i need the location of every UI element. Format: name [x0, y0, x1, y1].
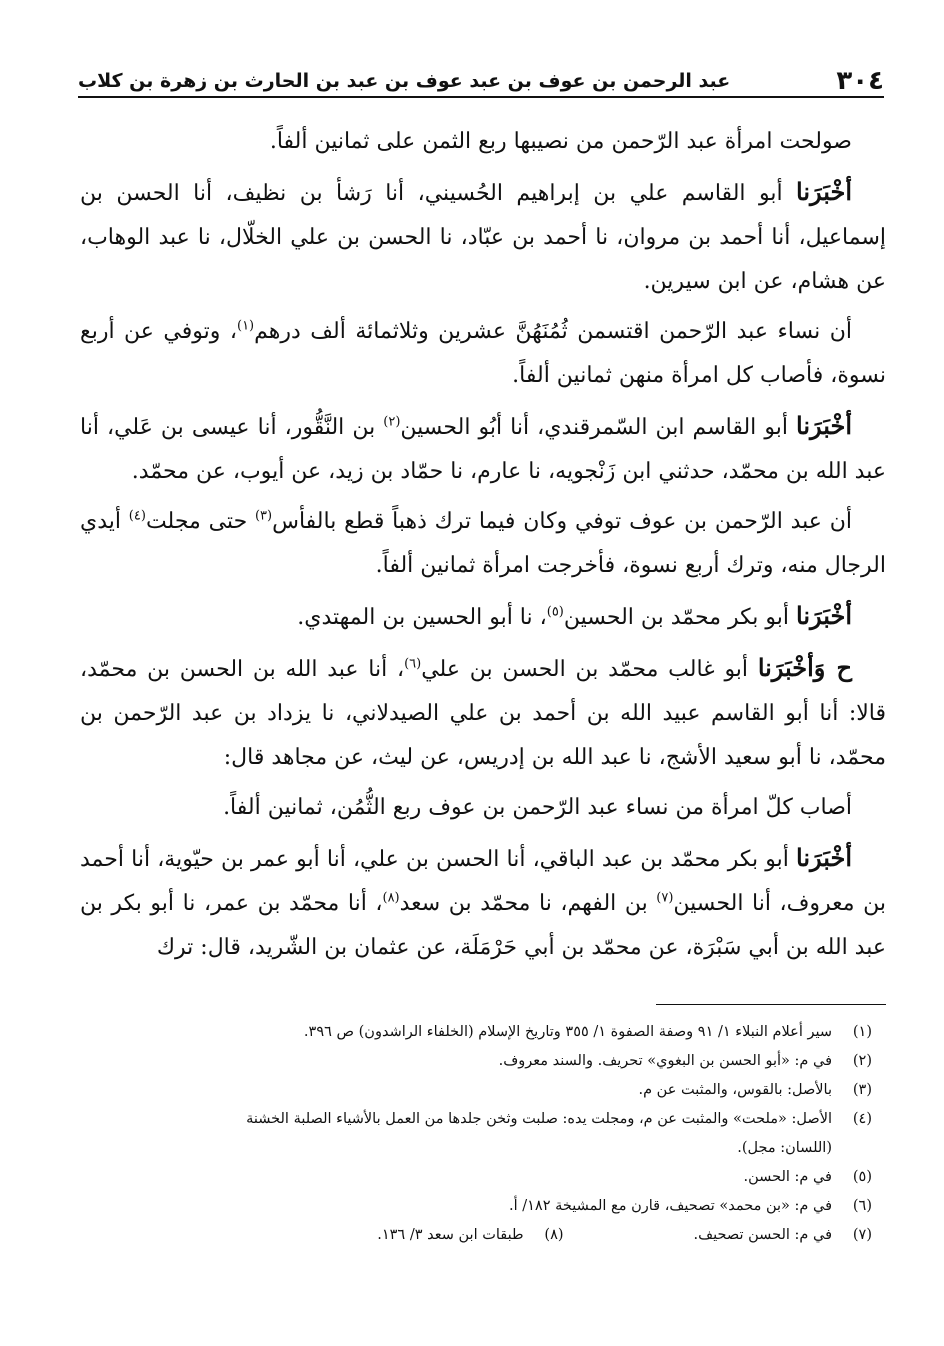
page-number: ٣٠٤: [836, 66, 884, 96]
footnote: [86, 1192, 872, 1221]
footnote-ref: (٣): [254, 508, 273, 524]
running-title: عبد الرحمن بن عوف بن عبد عوف بن عبد بن الحارث بن زهرة بن كلاب: [78, 70, 731, 92]
paragraph-text: ، أنا عبد الله بن الحسن بن محمّد، قالا: أنا أبو القاسم عبيد الله بن أحمد بن علي الصيدلاني، نا يزداد بن عبد الرّحمن بن محمّد، نا أبو سعيد الأشج، نا عبد الله بن إدريس، عن ليث، عن مجاهد قال:: [80, 657, 886, 770]
paragraph: [80, 404, 886, 494]
footnote-ref: (٤): [128, 508, 146, 524]
footnote-text: الأصل: «ملحت» والمثبت عن م، ومجلت يده: صلبت وثخن جلدها من العمل بالأشياء الصلبة الخشنة: [246, 1111, 832, 1127]
paragraph-text: أن عبد الرّحمن بن عوف توفي وكان فيما ترك ذهباً قطع بالفأس: [272, 509, 852, 534]
paragraph-text: صولحت امرأة عبد الرّحمن من نصيبها ربع الثمن على ثمانين ألفاً.: [269, 129, 852, 154]
footnote-number: (١): [852, 1024, 872, 1040]
paragraph-text: أصاب كلّ امرأة من نساء عبد الرّحمن بن عوف ربع الثُّمُن، ثمانين ألفاً.: [223, 795, 852, 820]
footnote: [694, 1221, 872, 1250]
footnote-ref: (٨): [382, 890, 400, 906]
isnad-keyword: أخْبَرَنا: [796, 601, 852, 630]
paragraph: [80, 786, 886, 830]
footnote-text: في م: «بن محمد» تصحيف، قارن مع المشيخة ١٨٢/ أ.: [509, 1198, 832, 1214]
footnote-number: (٥): [852, 1169, 872, 1185]
paragraph: [80, 500, 886, 588]
paragraph: [80, 310, 886, 398]
paragraph-text: بن النَّقُّور، أنا عيسى بن عَلي، أنا عبد الله بن محمّد، حدثني ابن زَنْجويه، نا عارم، نا حمّاد بن زيد، عن أيوب، عن محمّد.: [80, 415, 886, 484]
footnote-text: في م: «أبو الحسن بن البغوي» تحريف. والسند معروف.: [498, 1053, 832, 1069]
footnote-pair: [86, 1221, 872, 1250]
footnote-text: سير أعلام النبلاء ١/ ٩١ وصفة الصفوة ١/ ٣٥٥ وتاريخ الإسلام (الخلفاء الراشدون) ص ٣٩٦.: [303, 1024, 832, 1040]
paragraph-text: ، نا أبو الحسين بن المهتدي.: [297, 605, 547, 630]
footnote-number: (٣): [852, 1082, 872, 1098]
isnad-keyword: أخْبَرَنا: [796, 177, 852, 206]
footnote-text: في م: الحسن تصحيف.: [693, 1227, 832, 1243]
paragraph-text: أبو غالب محمّد بن الحسن بن علي: [421, 657, 758, 682]
footnote: [86, 1076, 872, 1105]
paragraph-text: ، أنا محمّد بن عمر، نا أبو بكر بن عبد الله بن أبي سَبْرَة، عن محمّد بن أبي حَرْمَلَة، عن عثمان بن الشّريد، قال: ترك: [80, 891, 886, 960]
paragraph-text: أبو القاسم ابن السّمرقندي، أنا أبُو الحسين: [400, 415, 796, 440]
footnote-text: بالأصل: بالقوس، والمثبت عن م.: [638, 1082, 832, 1098]
footnote-divider: [656, 1004, 886, 1005]
footnote-ref: (٢): [383, 414, 401, 430]
footnote: [86, 1163, 872, 1192]
paragraph-text: أن نساء عبد الرّحمن اقتسمن ثُمُنَهُنَّ عشرين وثلاثمائة ألف درهم: [254, 319, 852, 344]
paragraph-text: ، وتوفي عن أربع نسوة، فأصاب كل امرأة منهن ثمانين ألفاً.: [80, 319, 886, 388]
footnote-text: طبقات ابن سعد ٣/ ١٣٦.: [377, 1227, 524, 1243]
footnotes: [86, 1018, 872, 1250]
isnad-keyword: أخْبَرَنا: [796, 843, 852, 872]
footnote-ref: (١): [236, 318, 255, 334]
footnote-ref: (٧): [656, 890, 674, 906]
footnote: [86, 1047, 872, 1076]
footnote-continuation: [86, 1134, 872, 1163]
paragraph-text: بن الفهم، نا محمّد بن سعد: [399, 891, 657, 916]
footnote: [86, 1105, 872, 1134]
footnote-number: (٦): [852, 1198, 872, 1214]
paragraph-text: أبو القاسم علي بن إبراهيم الحُسيني، أنا رَشأ بن نظيف، أنا الحسن بن إسماعيل، أنا أحمد بن مروان، نا أحمد بن عبّاد، نا الحسن بن علي الخلّال، نا عبد الوهاب، عن هشام، عن ابن سيرين.: [80, 181, 886, 294]
main-text: [80, 120, 886, 976]
paragraph-text: أبو بكر محمّد بن الحسين: [563, 605, 797, 630]
footnote-text: (اللسان: مجل).: [737, 1140, 832, 1156]
paragraph: [80, 170, 886, 304]
page-header: [78, 62, 884, 98]
footnote-ref: (٥): [546, 604, 564, 620]
footnote-number: (٢): [852, 1053, 872, 1069]
isnad-keyword: ح وَأخْبَرَنا: [757, 653, 853, 682]
paragraph-text: أيدي الرجال منه، وترك أربع نسوة، فأخرجت امرأة ثمانين ألفاً.: [80, 509, 886, 578]
footnote-ref: (٦): [404, 656, 422, 672]
footnote-number: (٧): [852, 1227, 872, 1243]
footnote: [86, 1018, 872, 1047]
paragraph: [80, 646, 886, 780]
paragraph-text: أبو بكر محمّد بن عبد الباقي، أنا الحسن بن علي، أنا أبو عمر بن حيّوية، أنا أحمد بن معروف، أنا الحسين: [80, 847, 887, 916]
paragraph: [80, 594, 886, 640]
paragraph-text: حتى مجلت: [145, 509, 255, 534]
footnote: [377, 1221, 563, 1250]
isnad-keyword: أخْبَرَنا: [796, 411, 852, 440]
footnote-number: (٤): [852, 1111, 872, 1127]
paragraph: [80, 120, 886, 164]
paragraph: [80, 836, 886, 970]
footnote-text: في م: الحسن.: [743, 1169, 832, 1185]
footnote-number: (٨): [544, 1227, 564, 1243]
